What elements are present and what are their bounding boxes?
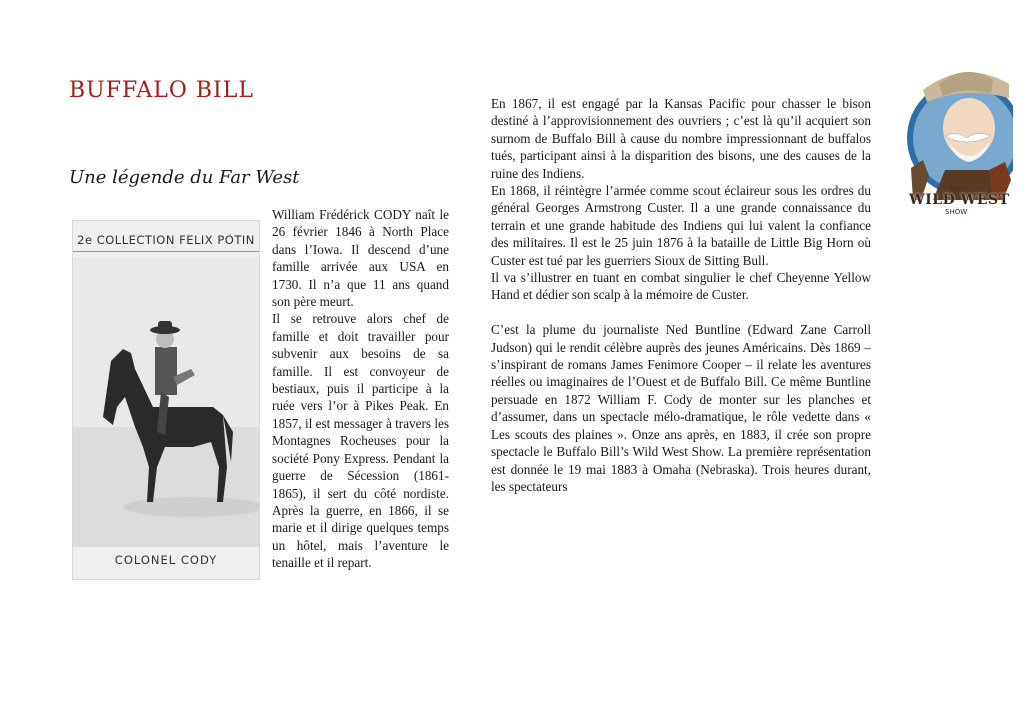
photo-caption-bottom: COLONEL CODY bbox=[114, 552, 218, 567]
page-subtitle: Une légende du Far West bbox=[69, 167, 300, 188]
right-paragraph-2: En 1868, il réintègre l’armée comme scout éclaireur sous les ordres du général Georges Armstrong Custer. Il a une grande connaissance du terrain et une grande habitude des Indiens qui lui valent la confiance des militaires. Il est le 25 juin 1876 à la bataille de Little Big Horn où Custer est tué par les guerriers Sioux de Sitting Bull. bbox=[491, 183, 871, 268]
photo-divider bbox=[73, 251, 259, 252]
logo-sub-text: SHOW bbox=[945, 208, 968, 216]
logo-the-text: THE bbox=[949, 186, 961, 193]
photo-caption-top: 2e COLLECTION FELIX POTIN bbox=[77, 233, 255, 247]
left-paragraph-2: Il se retrouve alors chef de famille et doit travailler pour subvenir aux besoins de sa famille. Il est convoyeur de bestiaux, puis il participe à la ruée vers l’or à Pikes Peak. En 1857, il est messager à travers les Montagnes Rocheuses pour la société Pony Express. Pendant la guerre de Sécession (1861-1865), il sert du côté nordiste. Après la guerre, en 1866, il se marie et il dirige quelques temps un hôtel, mais l’aventure le tenaille et il repart. bbox=[272, 311, 449, 571]
right-column bbox=[491, 95, 871, 495]
right-paragraph-4: C’est la plume du journaliste Ned Buntline (Edward Zane Carroll Judson) qui le rendit célèbre auprès des jeunes Américains. Dès 1869 – s’inspirant de romans James Fenimore Cooper – il relate les aventures réelles ou imaginaires de l’Ouest et de Buffalo Bill. Ce même Buntline persuade en 1872 William F. Cody de monter sur les planches et d’assumer, dans un spectacle mélo-dramatique, le rôle vedette dans « Les scouts des plaines ». Onze ans après, en 1883, il crée son propre spectacle le Buffalo Bill’s Wild West Show. La première représentation est donnée le 19 mai 1883 à Omaha (Nebraska). Trois heures durant, les spectateurs bbox=[491, 322, 871, 494]
cody-photo-card bbox=[72, 220, 260, 580]
left-paragraph-1: William Frédérick CODY naît le 26 février 1846 à North Place dans l’Iowa. Il descend d’une famille arrivée aux USA en 1730. Il n’a que 11 ans quand son père meurt. bbox=[272, 207, 449, 310]
logo-title-text: WILD WEST bbox=[909, 192, 1010, 208]
right-paragraph-3: Il va s’illustrer en tuant en combat singulier le chef Cheyenne Yellow Hand et dédier son scalp à la mémoire de Custer. bbox=[491, 270, 871, 303]
horseman-illustration bbox=[73, 257, 259, 547]
paragraph-spacer bbox=[491, 304, 871, 321]
right-paragraph-1: En 1867, il est engagé par la Kansas Pacific pour chasser le bison destiné à l’approvisionnement des ouvriers ; c’est là qu’il acquiert son surnom de Buffalo Bill à cause du nombre impressionnant de buffalos tués, participant ainsi à la disparition des bisons, une des causes de la ruine des Indiens. bbox=[491, 96, 871, 181]
left-column bbox=[69, 206, 449, 584]
page-title: BUFFALO BILL bbox=[69, 78, 254, 103]
wild-west-show-logo bbox=[905, 50, 1013, 232]
